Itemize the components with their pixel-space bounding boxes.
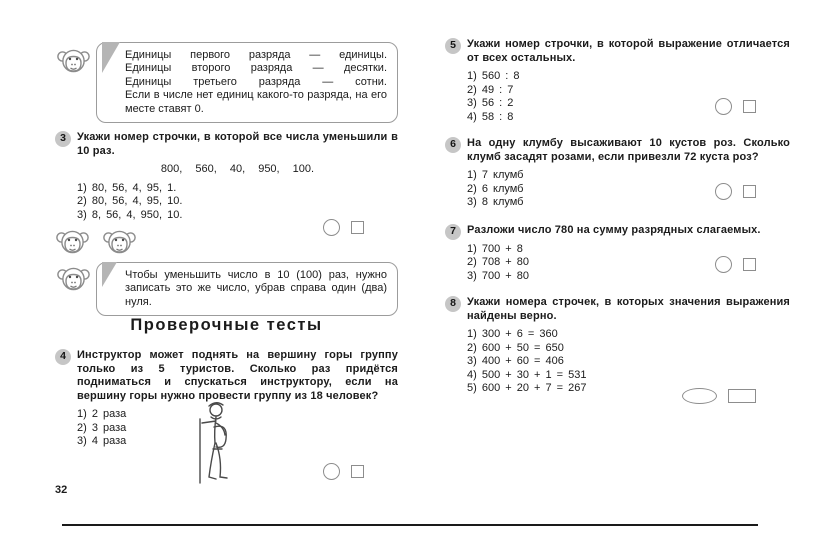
answer-fields [715, 256, 756, 273]
option: 3) 8 клумб [467, 196, 524, 208]
answer-fields [323, 463, 364, 480]
option: 3) 400 + 60 = 406 [467, 355, 564, 367]
monkey-pair [55, 228, 137, 259]
answer-rect-field[interactable] [728, 389, 756, 403]
task-7 [445, 224, 790, 283]
task-statement: Укажи номер строчки, в которой все числа уменьшили в 10 раз. [77, 131, 398, 157]
task-number-badge: 3 [55, 131, 71, 147]
option: 1) 700 + 8 [467, 242, 523, 255]
task-number-badge: 6 [445, 137, 461, 153]
rule-box-frame [96, 42, 398, 123]
task-number-badge: 5 [445, 38, 461, 54]
option: 2) 3 раза [77, 421, 127, 434]
option: 3) 56 : 2 [467, 97, 514, 109]
task-number-badge: 7 [445, 224, 461, 240]
task-number-badge: 8 [445, 296, 461, 312]
option: 2) 6 клумб [467, 182, 524, 195]
rule-box-frame [96, 262, 398, 316]
rule-box-decrease [55, 262, 398, 316]
monkey-icon [56, 47, 91, 78]
task-statement: Укажи номера строчек, в которых значения выражения найдены верно. [467, 296, 790, 322]
answer-fields [715, 98, 756, 115]
task-5 [445, 38, 790, 124]
option: 1) 80, 56, 4, 95, 1. [77, 181, 177, 194]
task-6 [445, 137, 790, 209]
option: 3) 8, 56, 4, 950, 10. [77, 208, 183, 221]
answer-square-field[interactable] [351, 465, 364, 478]
rule-line: Единицы второго разряда — десятки. [125, 62, 387, 75]
option: 1) 300 + 6 = 360 [467, 328, 558, 340]
corner-ribbon-icon [102, 42, 120, 73]
number-sequence: 800, 560, 40, 950, 100. [160, 163, 315, 175]
option: 4) 500 + 30 + 1 = 531 [467, 368, 587, 381]
task-statement: Укажи номер строчки, в которой выражение отличается от всех остальных. [467, 38, 790, 64]
answer-fields [715, 183, 756, 200]
answer-ellipse-field[interactable] [682, 388, 717, 404]
option: 2) 708 + 80 [467, 256, 529, 268]
page-edge-line [62, 524, 758, 526]
options-list [467, 328, 790, 395]
rule-line: Если в числе нет единиц какого-то разряда, на его месте ставят 0. [125, 89, 387, 115]
monkey-icon [102, 228, 137, 259]
rule-box-units [55, 42, 398, 123]
task-statement: Разложи число 780 на сумму разрядных слагаемых. [467, 224, 761, 236]
option: 1) 7 клумб [467, 169, 524, 181]
option: 3) 4 раза [77, 435, 127, 447]
option: 5) 600 + 20 + 7 = 267 [467, 382, 587, 394]
answer-circle-field[interactable] [323, 219, 340, 236]
answer-circle-field[interactable] [715, 183, 732, 200]
option: 4) 58 : 8 [467, 110, 514, 123]
corner-ribbon-icon [102, 262, 117, 287]
answer-circle-field[interactable] [323, 463, 340, 480]
monkey-icon [55, 228, 90, 259]
answer-square-field[interactable] [743, 100, 756, 113]
answer-square-field[interactable] [743, 185, 756, 198]
options-list [77, 182, 398, 222]
task-4 [55, 349, 398, 448]
answer-fields [682, 388, 756, 404]
page-number: 32 [55, 484, 68, 496]
task-3 [55, 131, 398, 222]
answer-fields [323, 219, 364, 236]
hiker-illustration [193, 397, 239, 487]
answer-circle-field[interactable] [715, 98, 732, 115]
rule-line: Единицы первого разряда — единицы. [125, 49, 387, 61]
rule-text: Чтобы уменьшить число в 10 (100) раз, нужно записать это же число, убрав справа один (два) нуля. [125, 269, 387, 308]
section-title: Проверочные тесты [130, 316, 323, 334]
task-8 [445, 296, 790, 395]
options-list [467, 70, 790, 124]
task-number-badge: 4 [55, 349, 71, 365]
answer-square-field[interactable] [351, 221, 364, 234]
option: 1) 560 : 8 [467, 70, 520, 82]
answer-square-field[interactable] [743, 258, 756, 271]
option: 3) 700 + 80 [467, 269, 529, 282]
task-statement: На одну клумбу высаживают 10 кустов роз. Сколько клумб засадят розами, если привезли 72 куста роз? [467, 137, 790, 163]
option: 1) 2 раза [77, 408, 127, 420]
option: 2) 80, 56, 4, 95, 10. [77, 195, 183, 207]
monkey-icon [56, 265, 91, 296]
rule-line: Единицы третьего разряда — сотни. [125, 75, 387, 88]
answer-circle-field[interactable] [715, 256, 732, 273]
option: 2) 49 : 7 [467, 83, 514, 96]
option: 2) 600 + 50 = 650 [467, 341, 564, 354]
task-statement: Инструктор может поднять на вершину горы группу только из 5 туристов. Сколько раз придётся подниматься и спускаться инструктору, если на вершину горы нужно провести группу из 18 человек? [77, 349, 398, 402]
